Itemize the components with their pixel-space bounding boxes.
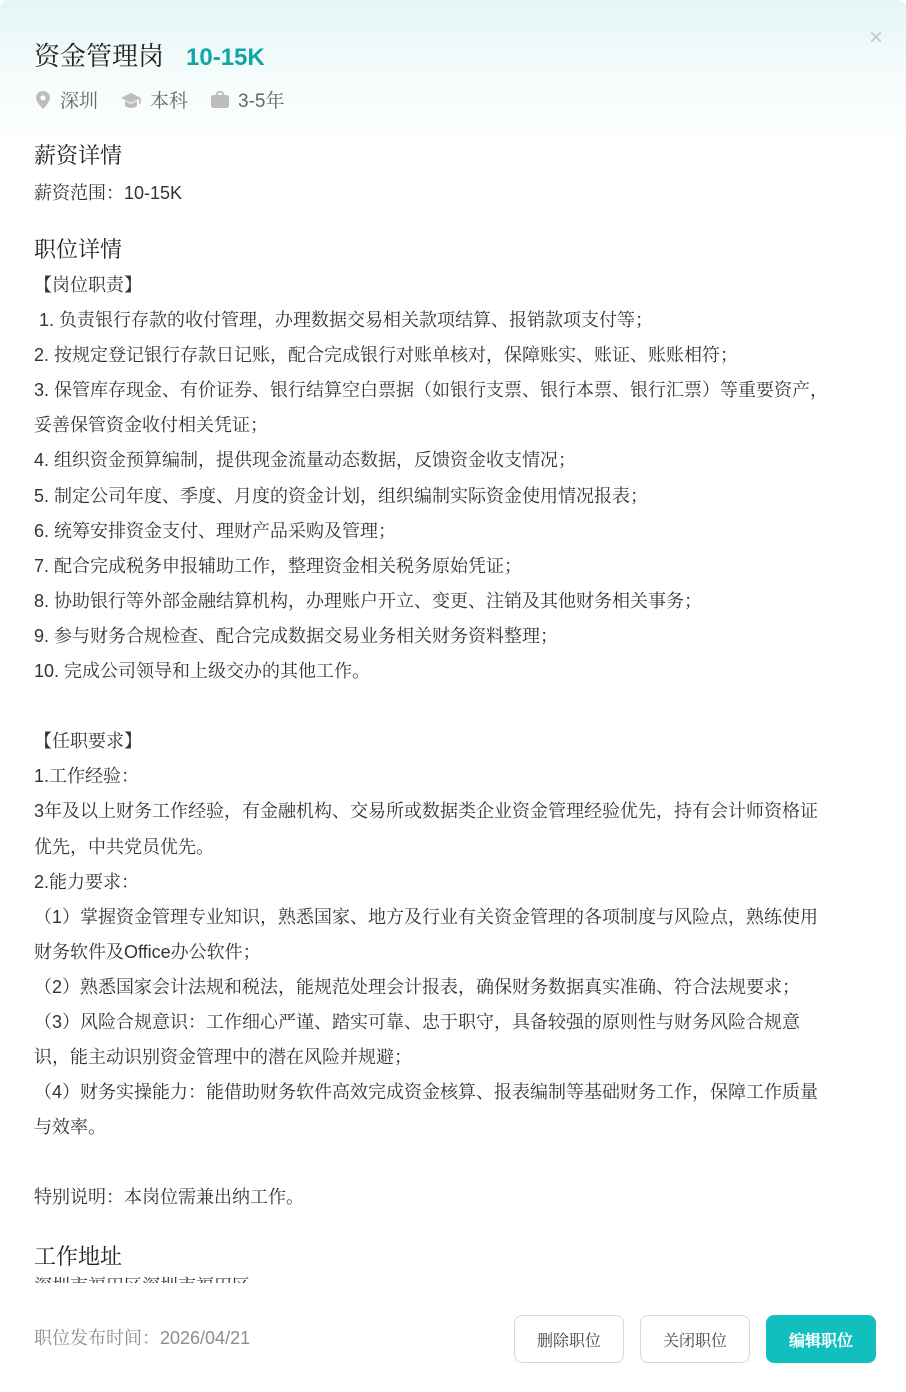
description-line: 6. 统筹安排资金支付、理财产品采购及管理； xyxy=(34,520,397,541)
location-text: 深圳 xyxy=(60,91,99,112)
description-line: 【任职要求】 xyxy=(34,731,142,752)
description-line: 【岗位职责】 xyxy=(34,275,142,295)
education-text: 本科 xyxy=(150,91,189,112)
description-line: （1）掌握资金管理专业知识，熟悉国家、地方及行业有关资金管理的各项制度与风险点，熟练使用 xyxy=(34,906,819,927)
location-pin-icon xyxy=(34,90,52,110)
description-line xyxy=(34,1145,860,1180)
address-section-title: 工作地址 xyxy=(34,1244,123,1269)
description-line: 9. 参与财务合规检查、配合完成数据交易业务相关财务资料整理； xyxy=(34,625,559,646)
description-line: 1.工作经验： xyxy=(34,766,140,787)
description-line: （3）风险合规意识：工作细心严谨、踏实可靠、忠于职守，具备较强的原则性与财务风险合规意 xyxy=(34,1011,801,1032)
salary-section-title: 薪资详情 xyxy=(34,143,123,168)
meta-education xyxy=(120,86,188,113)
description-line: 财务软件及Office办公软件； xyxy=(34,941,261,962)
job-description xyxy=(34,268,860,1216)
close-job-button[interactable]: 关闭职位 xyxy=(640,1315,750,1363)
description-line: 1. 负责银行存款的收付管理，办理数据交易相关款项结算、报销款项支付等； xyxy=(34,310,654,331)
briefcase-icon xyxy=(210,91,230,109)
edit-job-button[interactable]: 编辑职位 xyxy=(766,1315,876,1363)
description-line: 2.能力要求： xyxy=(34,871,140,892)
publish-time: 职位发布时间：2026/04/21 xyxy=(34,1328,251,1348)
delete-job-button[interactable]: 删除职位 xyxy=(514,1315,624,1363)
meta-location xyxy=(34,86,98,113)
description-line: 7. 配合完成税务申报辅助工作，整理资金相关税务原始凭证； xyxy=(34,555,523,576)
close-icon[interactable]: × xyxy=(868,24,883,51)
job-salary: 10-15K xyxy=(186,44,265,71)
description-line: （2）熟悉国家会计法规和税法，能规范处理会计报表，确保财务数据真实准确、符合法规要求； xyxy=(34,976,801,997)
description-line: 2. 按规定登记银行存款日记账，配合完成银行对账单核对，保障账实、账证、账账相符； xyxy=(34,345,739,366)
description-line: 妥善保管资金收付相关凭证； xyxy=(34,415,268,436)
description-line: 3年及以上财务工作经验，有金融机构、交易所或数据类企业资金管理经验优先，持有会计师资格证 xyxy=(34,801,819,822)
description-line: 与效率。 xyxy=(34,1117,106,1138)
graduation-cap-icon xyxy=(120,91,142,109)
description-line: 8. 协助银行等外部金融结算机构，办理账户开立、变更、注销及其他财务相关事务； xyxy=(34,590,703,611)
description-line: 5. 制定公司年度、季度、月度的资金计划，组织编制实际资金使用情况报表； xyxy=(34,485,649,506)
description-line: 特别说明：本岗位需兼出纳工作。 xyxy=(34,1187,304,1208)
description-line: （4）财务实操能力：能借助财务软件高效完成资金核算、报表编制等基础财务工作，保障工作质量 xyxy=(34,1082,819,1103)
description-line: 10. 完成公司领导和上级交办的其他工作。 xyxy=(34,661,371,682)
job-meta xyxy=(34,86,307,113)
meta-experience xyxy=(210,86,284,113)
description-line: 4. 组织资金预算编制，提供现金流量动态数据，反馈资金收支情况； xyxy=(34,450,577,471)
title-row xyxy=(34,36,265,73)
salary-range: 薪资范围：10-15K xyxy=(34,183,183,203)
detail-section-title: 职位详情 xyxy=(34,237,123,262)
description-line: 优先，中共党员优先。 xyxy=(34,836,214,857)
description-line xyxy=(34,689,860,724)
experience-text: 3-5年 xyxy=(238,91,285,112)
job-content xyxy=(34,0,860,1283)
description-line: 3. 保管库存现金、有价证券、银行结算空白票据（如银行支票、银行本票、银行汇票）等重要资产， xyxy=(34,380,829,401)
description-line: 识，能主动识别资金管理中的潜在风险并规避； xyxy=(34,1047,412,1068)
job-title: 资金管理岗 xyxy=(34,41,165,71)
